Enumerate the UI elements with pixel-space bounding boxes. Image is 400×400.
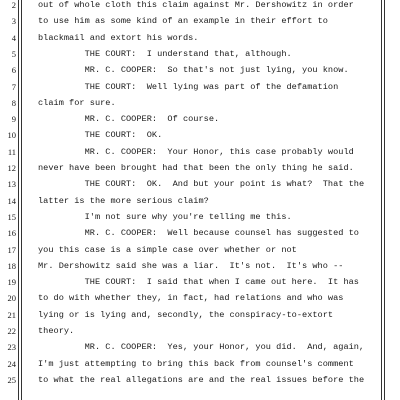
line-text: claim for sure. [38,97,116,108]
line-text: blackmail and extort his words. [38,32,199,43]
line-number: 15 [7,211,16,222]
line-text: MR. C. COOPER: Of course. [38,114,220,125]
line-number: 20 [7,293,16,304]
transcript-line [0,274,400,290]
transcript-line [0,339,400,355]
line-number: 2 [11,0,16,10]
line-text: THE COURT: I said that when I came out here. It has [38,277,359,288]
transcript-line [0,307,400,323]
line-number: 19 [7,277,16,288]
line-number: 4 [11,32,16,43]
line-number: 17 [7,244,16,255]
transcript-line [0,127,400,143]
transcript-line [0,258,400,274]
line-text: Mr. Dershowitz said she was a liar. It's not. It's who -- [38,260,344,271]
line-text: you this case is a simple case over whether or not [38,244,297,255]
line-number: 10 [7,130,16,141]
transcript-line [0,79,400,95]
line-number: 16 [7,228,16,239]
transcript-line [0,193,400,209]
transcript-line [0,225,400,241]
line-number: 14 [7,195,16,206]
line-text: MR. C. COOPER: So that's not just lying, you know. [38,65,349,76]
line-text: I'm just attempting to bring this back from counsel's comment [38,358,354,369]
line-text: out of whole cloth this claim against Mr. Dershowitz in order [38,0,354,10]
line-number: 23 [7,342,16,353]
transcript-line [0,209,400,225]
line-text: never have been brought had that been the only thing he said. [38,163,354,173]
transcript-line [0,62,400,78]
line-number: 6 [11,65,16,76]
transcript-line [0,323,400,339]
line-text: to do with whether they, in fact, had relations and who was [38,293,344,304]
line-number: 18 [7,260,16,271]
line-text: THE COURT: I understand that, although. [38,48,292,59]
line-number: 21 [7,309,16,320]
transcript-line [0,372,400,388]
line-text: to use him as some kind of an example in their effort to [38,16,328,27]
line-text: I'm not sure why you're telling me this. [38,211,292,222]
line-text: THE COURT: OK. And but your point is what? That the [38,179,365,190]
line-text: lying or is lying and, secondly, the conspiracy-to-extort [38,309,334,320]
line-number: 7 [11,81,16,92]
transcript-line [0,160,400,176]
line-number: 8 [11,97,16,108]
transcript-line [0,0,400,13]
line-text: latter is the more serious claim? [38,195,209,206]
line-number: 12 [7,163,16,173]
line-number: 24 [7,358,16,369]
line-number: 3 [11,16,16,27]
line-text: MR. C. COOPER: Yes, your Honor, you did. And, again, [38,342,365,353]
transcript-line [0,356,400,372]
line-text: THE COURT: OK. [38,130,163,141]
line-number: 9 [11,114,16,125]
line-number: 11 [7,146,16,157]
transcript-line [0,242,400,258]
transcript-line [0,95,400,111]
transcript-line [0,46,400,62]
transcript-line [0,30,400,46]
transcript-line [0,13,400,29]
line-number: 25 [7,374,16,385]
line-text: theory. [38,326,75,336]
line-text: MR. C. COOPER: Well because counsel has suggested to [38,228,359,239]
transcript-line [0,176,400,192]
line-number: 5 [11,48,16,59]
line-text: THE COURT: Well lying was part of the defamation [38,81,339,92]
line-number: 22 [7,326,16,336]
line-text: to what the real allegations are and the real issues before the [38,374,365,385]
transcript-line [0,290,400,306]
transcript-line [0,111,400,127]
line-text: MR. C. COOPER: Your Honor, this case probably would [38,146,354,157]
line-number: 13 [7,179,16,190]
transcript-line [0,144,400,160]
